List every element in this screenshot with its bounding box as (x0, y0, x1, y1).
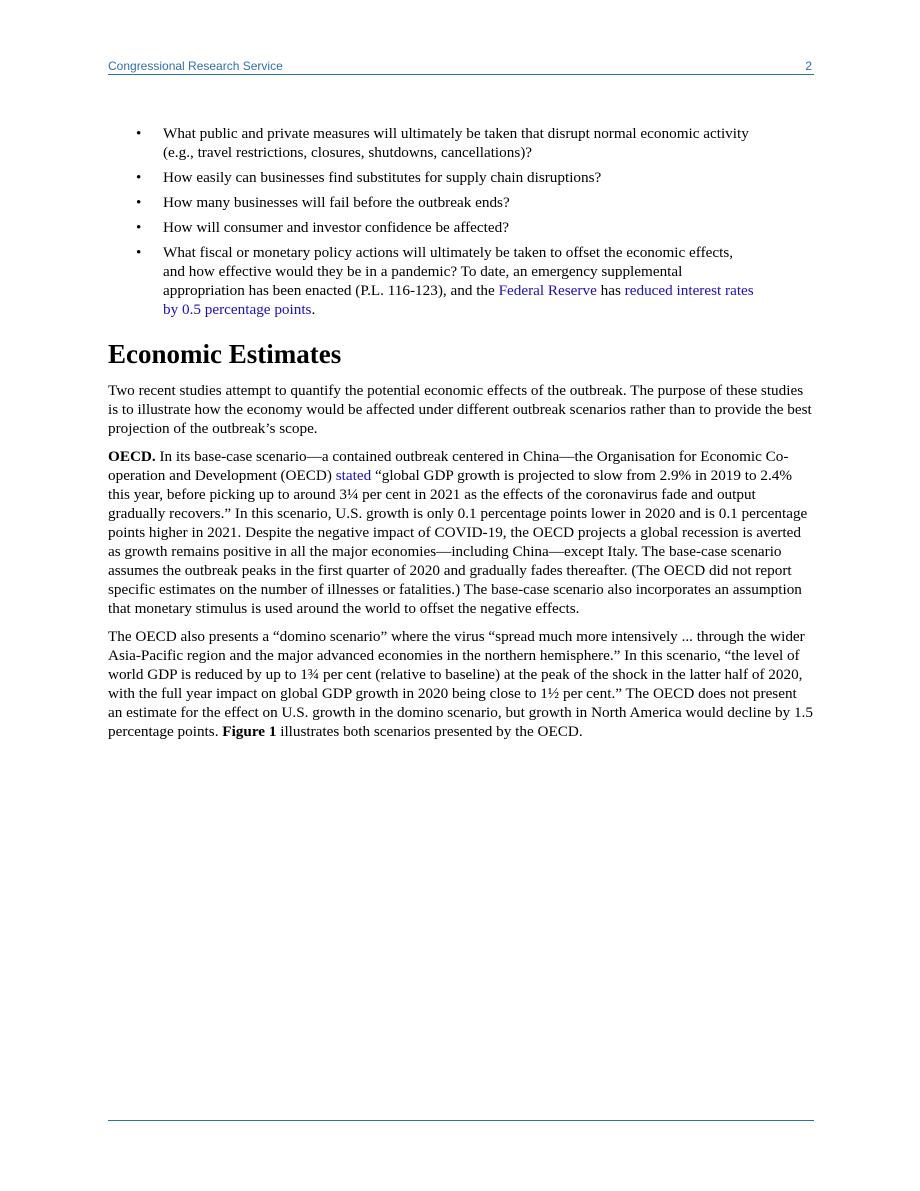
page-header (108, 58, 814, 75)
interest-rate-cut-link[interactable]: reduced interest rates by 0.5 percentage points (163, 282, 754, 318)
section-heading: Economic Estimates (108, 339, 342, 369)
bullet-icon: • (136, 219, 142, 236)
oecd-stated-link[interactable]: stated (335, 467, 372, 484)
header-org-name: Congressional Research Service (108, 59, 283, 73)
list-item: • What fiscal or monetary policy actions will ultimately be taken to offset the economic effects, and how effective would they be in a pandemic? To date, an emergency supplemental appropriation has been enacted (P.L. 116-123), and the Federal Reserve has reduced interest rates by 0.5 percentage points. (136, 244, 754, 318)
list-item: • How easily can businesses find substitutes for supply chain disruptions? (136, 169, 602, 186)
list-item: • How will consumer and investor confidence be affected? (136, 219, 509, 236)
lead-in-label: OECD. (108, 448, 156, 465)
paragraph-intro: Two recent studies attempt to quantify the potential economic effects of the outbreak. The purpose of these studies is to illustrate how the economy would be affected under different outbreak scenarios rather than to provide the best projection of the outbreak’s scope. (108, 382, 812, 437)
figure-reference: Figure 1 (222, 723, 277, 740)
footer-rule (108, 1120, 814, 1121)
bullet-icon: • (136, 194, 142, 211)
list-item: • What public and private measures will ultimately be taken that disrupt normal economic activity (e.g., travel restrictions, closures, shutdowns, cancellations)? (136, 125, 749, 161)
paragraph-oecd-base-case: OECD. In its base-case scenario—a contained outbreak centered in China—the Organisation for Economic Co-operation and Development (OECD) stated “global GDP growth is projected to slow from 2.9% in 2019 to 2.4% this year, before picking up to around 3¼ per cent in 2021 as the effects of the coronavirus fade and output gradually recovers.” In this scenario, U.S. growth is only 0.1 percentage points lower in 2020 and is 0.1 percentage points higher in 2021. Despite the negative impact of COVID-19, the OECD projects a global recession is averted as growth remains positive in all the major economies—including China—except Italy. The base-case scenario assumes the outbreak peaks in the first quarter of 2020 and gradually fades thereafter. (The OECD did not report specific estimates on the number of illnesses or fatalities.) The base-case scenario also incorporates an assumption that monetary stimulus is used around the world to offset the negative effects. (108, 448, 808, 617)
body-text (108, 381, 814, 750)
bullet-icon: • (136, 169, 142, 186)
bullet-icon: • (136, 244, 142, 261)
paragraph-oecd-domino: The OECD also presents a “domino scenario” where the virus “spread much more intensively ... through the wider Asia-Pacific region and the major advanced economies in the northern hemisphere.” In this scenario, “the level of world GDP is reduced by up to 1¾ per cent (relative to baseline) at the peak of the shock in the latter half of 2020, with the full year impact on global GDP growth in 2020 being close to 1½ per cent.” The OECD does not present an estimate for the effect on U.S. growth in the domino scenario, but growth in North America would decline by 1.5 percentage points. Figure 1 illustrates both scenarios presented by the OECD. (108, 628, 813, 740)
bullet-icon: • (136, 125, 142, 142)
federal-reserve-link[interactable]: Federal Reserve (498, 282, 597, 299)
page-number: 2 (805, 59, 812, 73)
question-list (108, 124, 814, 325)
list-item: • How many businesses will fail before the outbreak ends? (136, 194, 510, 211)
